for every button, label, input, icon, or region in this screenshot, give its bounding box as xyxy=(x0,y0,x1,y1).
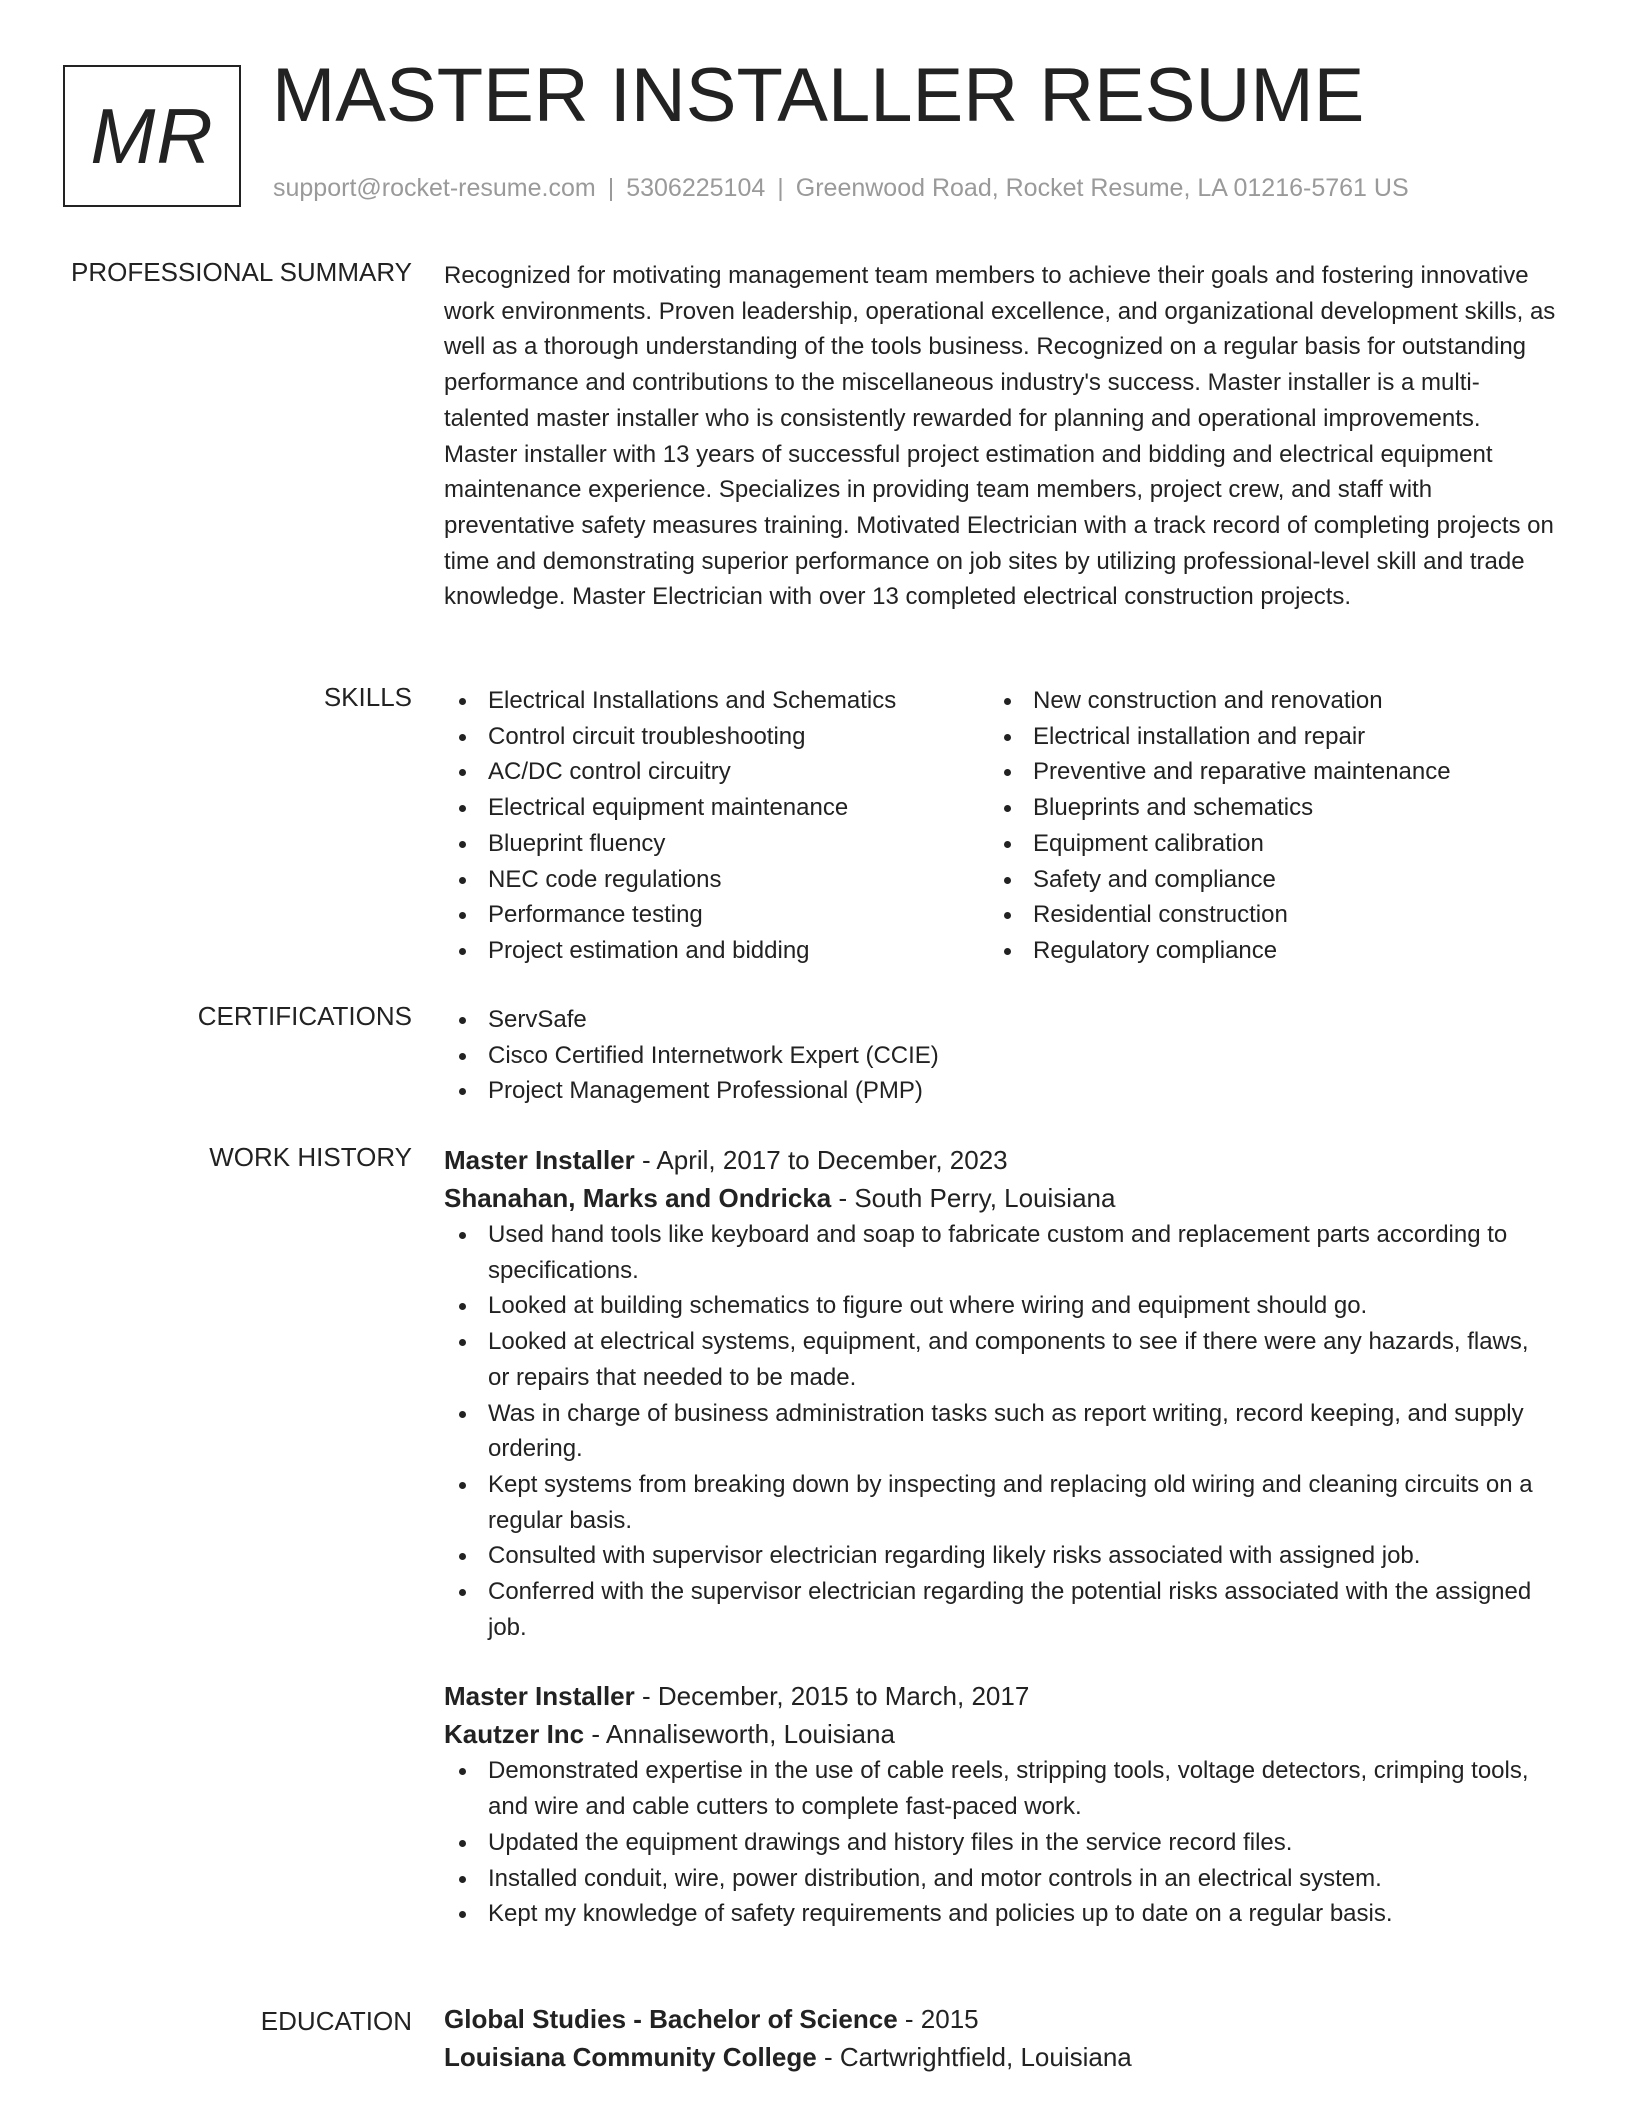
job-duty: Kept systems from breaking down by inspecting and replacing old wiring and cleaning circuits on a regular basis. xyxy=(444,1467,1556,1538)
education-location: - Cartwrightfield, Louisiana xyxy=(816,2042,1132,2072)
skill-item: Blueprints and schematics xyxy=(989,790,1534,826)
skill-item: Residential construction xyxy=(989,897,1534,933)
job-duty: Used hand tools like keyboard and soap to fabricate custom and replacement parts according to specifications. xyxy=(444,1217,1556,1288)
job-title: Master Installer xyxy=(444,1145,635,1175)
education-degree: Global Studies - Bachelor of Science xyxy=(444,2004,898,2034)
certifications-body xyxy=(444,1002,1556,1109)
monogram-logo xyxy=(63,65,241,207)
job-location: - South Perry, Louisiana xyxy=(831,1183,1116,1213)
skill-item: Blueprint fluency xyxy=(444,826,989,862)
certification-item: Cisco Certified Internetwork Expert (CCIE) xyxy=(444,1038,1556,1074)
job-duty: Looked at building schematics to figure out where wiring and equipment should go. xyxy=(444,1288,1556,1324)
skill-item: Equipment calibration xyxy=(989,826,1534,862)
skill-item: Project estimation and bidding xyxy=(444,933,989,969)
contact-separator: | xyxy=(777,174,784,202)
job-duty: Consulted with supervisor electrician regarding likely risks associated with assigned job. xyxy=(444,1538,1556,1574)
job-duties-list xyxy=(444,1753,1556,1932)
skill-item: Electrical Installations and Schematics xyxy=(444,683,989,719)
section-label-work-history: WORK HISTORY xyxy=(209,1142,412,1172)
job-duty: Demonstrated expertise in the use of cable reels, stripping tools, voltage detectors, crimping tools, and wire and cable cutters to complete fast-paced work. xyxy=(444,1753,1556,1824)
skills-body xyxy=(444,683,1556,969)
section-label-summary: PROFESSIONAL SUMMARY xyxy=(71,257,412,287)
job-dates: - December, 2015 to March, 2017 xyxy=(634,1681,1030,1712)
job-company: Shanahan, Marks and Ondricka xyxy=(444,1183,832,1213)
job-duty: Installed conduit, wire, power distribution, and motor controls in an electrical system. xyxy=(444,1861,1556,1897)
education-school: Louisiana Community College xyxy=(444,2042,817,2072)
skill-item: New construction and renovation xyxy=(989,683,1534,719)
section-label-skills: SKILLS xyxy=(323,682,412,712)
skill-item: Control circuit troubleshooting xyxy=(444,719,989,755)
job-duty: Updated the equipment drawings and history files in the service record files. xyxy=(444,1825,1556,1861)
job-duty: Was in charge of business administration tasks such as report writing, record keeping, and supply ordering. xyxy=(444,1396,1556,1467)
job-duties-list xyxy=(444,1217,1556,1645)
skill-item: Electrical installation and repair xyxy=(989,719,1534,755)
job-location: - Annaliseworth, Louisiana xyxy=(584,1719,895,1750)
skill-item: AC/DC control circuitry xyxy=(444,754,989,790)
contact-address: Greenwood Road, Rocket Resume, LA 01216-5761 US xyxy=(795,174,1409,202)
job-title-line xyxy=(444,1677,1556,1715)
monogram-text: MR xyxy=(90,91,214,180)
skill-item: Regulatory compliance xyxy=(989,933,1534,969)
certification-item: Project Management Professional (PMP) xyxy=(444,1073,1556,1109)
job-duty: Conferred with the supervisor electrician regarding the potential risks associated with the assigned job. xyxy=(444,1574,1556,1645)
section-label-education: EDUCATION xyxy=(260,2006,412,2036)
section-label-certifications: CERTIFICATIONS xyxy=(197,1001,412,1031)
job-company-line xyxy=(444,1179,1556,1217)
contact-line xyxy=(273,174,1409,203)
job-company: Kautzer Inc xyxy=(444,1719,585,1750)
skills-list-left xyxy=(444,683,989,969)
skill-item: NEC code regulations xyxy=(444,862,989,898)
certifications-list xyxy=(444,1002,1556,1109)
summary-text: Recognized for motivating management team members to achieve their goals and fostering innovative work environments. Proven leadership, operational excellence, and organizational development skills, as well as a thorough understanding of the tools business. Recognized on a regular basis for outstanding performance and contributions to the miscellaneous industry's success. Master installer is a multi-talented master installer who is consistently rewarded for planning and operational improvements. Master installer with 13 years of successful project estimation and bidding and electrical equipment maintenance experience. Specializes in providing team members, project crew, and staff with preventative safety measures training. Motivated Electrician with a track record of completing projects on time and demonstrating superior performance on job sites by utilizing professional-level skill and trade knowledge. Master Electrician with over 13 completed electrical construction projects. xyxy=(444,262,1556,611)
job-duty: Looked at electrical systems, equipment, and components to see if there were any hazards, flaws, or repairs that needed to be made. xyxy=(444,1324,1556,1395)
skills-list-right xyxy=(989,683,1534,969)
skill-item: Preventive and reparative maintenance xyxy=(989,754,1534,790)
education-year: - 2015 xyxy=(897,2004,979,2034)
contact-separator: | xyxy=(607,174,615,202)
skill-item: Safety and compliance xyxy=(989,862,1534,898)
work-history-body xyxy=(444,1141,1556,1932)
skill-item: Electrical equipment maintenance xyxy=(444,790,989,826)
job-title: Master Installer xyxy=(444,1681,635,1712)
skill-item: Performance testing xyxy=(444,897,989,933)
resume-title: MASTER INSTALLER RESUME xyxy=(272,53,1365,138)
job-company-line xyxy=(444,1715,1556,1753)
job-title-line xyxy=(444,1141,1556,1179)
job-entry xyxy=(444,1141,1556,1645)
contact-email[interactable]: support@rocket-resume.com xyxy=(273,174,596,202)
certification-item: ServSafe xyxy=(444,1002,1556,1038)
education-degree-line xyxy=(444,2000,1556,2038)
job-dates: - April, 2017 to December, 2023 xyxy=(634,1145,1008,1175)
contact-phone[interactable]: 5306225104 xyxy=(626,174,766,202)
job-duty: Kept my knowledge of safety requirements and policies up to date on a regular basis. xyxy=(444,1896,1556,1932)
job-entry xyxy=(444,1677,1556,1932)
education-body xyxy=(444,2000,1556,2076)
education-school-line xyxy=(444,2038,1556,2076)
